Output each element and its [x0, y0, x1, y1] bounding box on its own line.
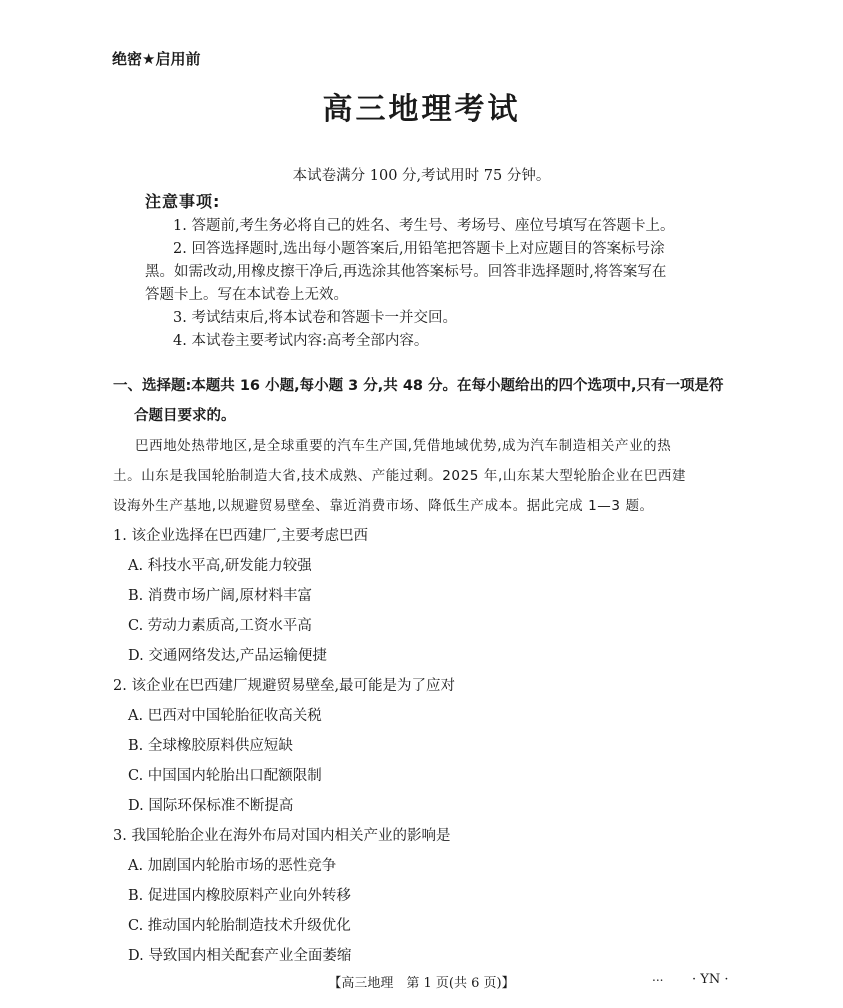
question-2-option-d: D. 国际环保标准不断提高 — [128, 798, 294, 814]
notice-line-4: 答题卡上。写在本试卷上无效。 — [145, 287, 348, 303]
exam-subtitle: 本试卷满分 100 分,考试用时 75 分钟。 — [292, 168, 551, 184]
footer-code: · YN · — [692, 972, 729, 987]
question-2-stem: 2. 该企业在巴西建厂规避贸易壁垒,最可能是为了应对 — [113, 678, 456, 694]
passage-line-3: 设海外生产基地,以规避贸易壁垒、靠近消费市场、降低生产成本。据此完成 1—3 题。 — [113, 498, 654, 514]
question-1-stem: 1. 该企业选择在巴西建厂,主要考虑巴西 — [113, 528, 369, 544]
section-heading-line-2: 合题目要求的。 — [134, 408, 236, 424]
notice-line-3: 黑。如需改动,用橡皮擦干净后,再选涂其他答案标号。回答非选择题时,将答案写在 — [145, 264, 667, 280]
confidential-label: 绝密★启用前 — [112, 50, 201, 68]
notice-line-2: 2. 回答选择题时,选出每小题答案后,用铅笔把答题卡上对应题目的答案标号涂 — [173, 241, 665, 257]
exam-title: 高三地理考试 — [322, 92, 521, 127]
notice-heading: 注意事项: — [145, 192, 221, 211]
question-2-option-a: A. 巴西对中国轮胎征收高关税 — [128, 708, 322, 724]
question-3-option-d: D. 导致国内相关配套产业全面萎缩 — [128, 948, 352, 964]
question-3-option-c: C. 推动国内轮胎制造技术升级优化 — [128, 918, 351, 934]
question-1-option-a: A. 科技水平高,研发能力较强 — [128, 558, 312, 574]
page-footer-label: 【高三地理 第 1 页(共 6 页)】 — [328, 976, 515, 991]
question-1-option-b: B. 消费市场广阔,原材料丰富 — [128, 588, 312, 604]
footer-dots: ... — [652, 970, 664, 984]
notice-line-6: 4. 本试卷主要考试内容:高考全部内容。 — [173, 333, 429, 349]
question-1-option-d: D. 交通网络发达,产品运输便捷 — [128, 648, 327, 664]
question-1-option-c: C. 劳动力素质高,工资水平高 — [128, 618, 312, 634]
section-heading-line-1: 一、选择题:本题共 16 小题,每小题 3 分,共 48 分。在每小题给出的四个选项中,只有一项是符 — [113, 378, 724, 394]
question-2-option-c: C. 中国国内轮胎出口配额限制 — [128, 768, 322, 784]
question-3-stem: 3. 我国轮胎企业在海外布局对国内相关产业的影响是 — [113, 828, 451, 844]
question-3-option-b: B. 促进国内橡胶原料产业向外转移 — [128, 888, 351, 904]
question-2-option-b: B. 全球橡胶原料供应短缺 — [128, 738, 293, 754]
passage-line-2: 土。山东是我国轮胎制造大省,技术成熟、产能过剩。2025 年,山东某大型轮胎企业在巴西建 — [113, 468, 687, 484]
question-3-option-a: A. 加剧国内轮胎市场的恶性竞争 — [128, 858, 337, 874]
notice-line-5: 3. 考试结束后,将本试卷和答题卡一并交回。 — [173, 310, 458, 326]
notice-line-1: 1. 答题前,考生务必将自己的姓名、考生号、考场号、座位号填写在答题卡上。 — [173, 218, 675, 234]
passage-line-1: 巴西地处热带地区,是全球重要的汽车生产国,凭借地域优势,成为汽车制造相关产业的热 — [135, 438, 672, 454]
